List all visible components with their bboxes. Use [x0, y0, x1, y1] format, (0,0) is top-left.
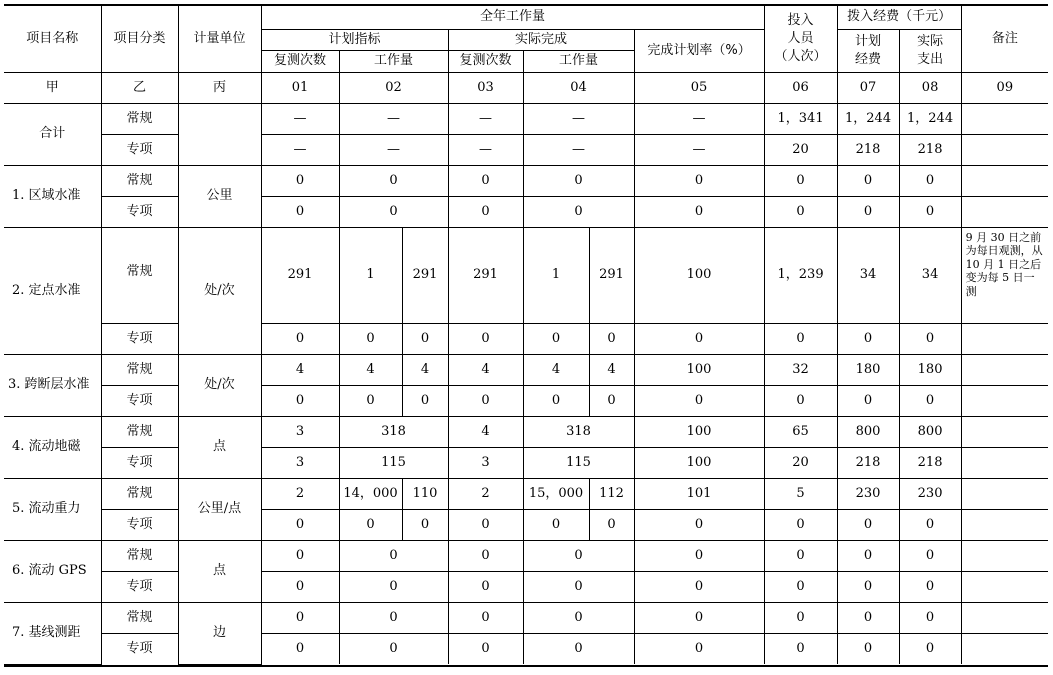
completion-rate: 0 — [634, 633, 764, 664]
column-code: 03 — [448, 72, 523, 103]
plan-workload-b: 0 — [402, 509, 448, 540]
actual-workload-b: 4 — [589, 354, 634, 385]
plan-workload: 318 — [339, 416, 448, 447]
plan-repeat-count: 0 — [261, 323, 339, 354]
column-code: 08 — [899, 72, 961, 103]
column-code: 05 — [634, 72, 764, 103]
remarks-cell — [961, 509, 1048, 540]
unit-cell: 公里 — [178, 165, 261, 227]
completion-rate: — — [634, 134, 764, 165]
plan-repeat-count: 3 — [261, 416, 339, 447]
actual-funds: 0 — [899, 165, 961, 196]
project-name: 7. 基线测距 — [4, 602, 101, 664]
remarks-cell — [961, 165, 1048, 196]
personnel: 0 — [764, 323, 837, 354]
header-unit: 计量单位 — [178, 6, 261, 72]
project-category: 常规 — [101, 354, 178, 385]
project-category: 专项 — [101, 633, 178, 664]
header-personnel-line2: 人员 — [787, 30, 814, 46]
actual-workload-b: 112 — [589, 478, 634, 509]
header-plan-funds — [837, 29, 899, 72]
actual-workload-a: 0 — [523, 509, 589, 540]
header-actual-workload: 工作量 — [523, 50, 634, 72]
column-code: 09 — [961, 72, 1048, 103]
remarks-cell — [961, 602, 1048, 633]
project-name: 5. 流动重力 — [4, 478, 101, 540]
plan-funds: 218 — [837, 134, 899, 165]
plan-funds: 0 — [837, 540, 899, 571]
personnel: 5 — [764, 478, 837, 509]
remarks-cell — [961, 323, 1048, 354]
plan-funds: 800 — [837, 416, 899, 447]
table-header — [4, 6, 1048, 72]
column-code: 02 — [339, 72, 448, 103]
personnel: 0 — [764, 571, 837, 602]
header-actual-funds-line1: 实际 — [917, 33, 944, 49]
remarks-cell — [961, 385, 1048, 416]
actual-repeat-count: 0 — [448, 385, 523, 416]
completion-rate: 100 — [634, 354, 764, 385]
unit-cell: 公里/点 — [178, 478, 261, 540]
header-annual-workload: 全年工作量 — [261, 6, 764, 29]
plan-workload-b: 110 — [402, 478, 448, 509]
header-funding: 拨入经费（千元） — [837, 6, 961, 29]
actual-funds: 230 — [899, 478, 961, 509]
completion-rate: — — [634, 103, 764, 134]
header-actual-funds — [899, 29, 961, 72]
project-category: 常规 — [101, 416, 178, 447]
plan-funds: 0 — [837, 509, 899, 540]
plan-workload-a: 4 — [339, 354, 402, 385]
header-plan-repeat-count: 复测次数 — [261, 50, 339, 72]
plan-workload: 0 — [339, 165, 448, 196]
completion-rate: 100 — [634, 447, 764, 478]
column-code: 丙 — [178, 72, 261, 103]
header-plan-funds-line1: 计划 — [855, 33, 882, 49]
table-row — [4, 354, 1048, 385]
plan-workload: — — [339, 103, 448, 134]
header-personnel-line3: （人次） — [774, 48, 827, 64]
header-actual-funds-line2: 支出 — [917, 51, 944, 67]
project-category: 专项 — [101, 134, 178, 165]
personnel: 1，239 — [764, 227, 837, 323]
completion-rate: 100 — [634, 416, 764, 447]
plan-workload: — — [339, 134, 448, 165]
header-project-name: 项目名称 — [4, 6, 101, 72]
personnel: 20 — [764, 447, 837, 478]
personnel: 0 — [764, 633, 837, 664]
actual-funds: 0 — [899, 196, 961, 227]
table-row — [4, 478, 1048, 509]
header-remarks: 备注 — [961, 6, 1048, 72]
remarks-cell — [961, 196, 1048, 227]
plan-workload: 0 — [339, 540, 448, 571]
actual-workload: 0 — [523, 633, 634, 664]
actual-repeat-count: 0 — [448, 196, 523, 227]
project-category: 专项 — [101, 447, 178, 478]
actual-repeat-count: — — [448, 134, 523, 165]
plan-workload-a: 14，000 — [339, 478, 402, 509]
project-name: 合计 — [4, 103, 101, 165]
plan-repeat-count: 0 — [261, 571, 339, 602]
actual-workload: — — [523, 134, 634, 165]
plan-repeat-count: 0 — [261, 385, 339, 416]
personnel: 0 — [764, 165, 837, 196]
table-row — [4, 134, 1048, 165]
plan-workload: 0 — [339, 571, 448, 602]
plan-funds: 180 — [837, 354, 899, 385]
plan-repeat-count: 0 — [261, 196, 339, 227]
remarks-cell — [961, 134, 1048, 165]
header-completion-rate: 完成计划率（%） — [634, 29, 764, 72]
table-row — [4, 633, 1048, 664]
column-code: 01 — [261, 72, 339, 103]
completion-rate: 100 — [634, 227, 764, 323]
remarks-cell — [961, 103, 1048, 134]
remarks-cell — [961, 447, 1048, 478]
personnel: 0 — [764, 540, 837, 571]
plan-workload-b: 291 — [402, 227, 448, 323]
actual-workload-a: 4 — [523, 354, 589, 385]
project-name: 4. 流动地磁 — [4, 416, 101, 478]
plan-repeat-count: 3 — [261, 447, 339, 478]
actual-workload-b: 0 — [589, 323, 634, 354]
plan-workload-b: 0 — [402, 323, 448, 354]
actual-repeat-count: 3 — [448, 447, 523, 478]
actual-workload: 318 — [523, 416, 634, 447]
plan-workload-a: 0 — [339, 509, 402, 540]
actual-workload: 0 — [523, 571, 634, 602]
actual-repeat-count: 0 — [448, 633, 523, 664]
completion-rate: 0 — [634, 509, 764, 540]
project-name: 2. 定点水准 — [4, 227, 101, 354]
table-row — [4, 571, 1048, 602]
column-code: 乙 — [101, 72, 178, 103]
plan-repeat-count: 291 — [261, 227, 339, 323]
unit-cell: 处/次 — [178, 227, 261, 354]
completion-rate: 0 — [634, 323, 764, 354]
plan-funds: 230 — [837, 478, 899, 509]
actual-funds: 1，244 — [899, 103, 961, 134]
remarks-cell — [961, 354, 1048, 385]
actual-workload-b: 0 — [589, 385, 634, 416]
actual-repeat-count: 0 — [448, 602, 523, 633]
unit-cell — [178, 103, 261, 165]
unit-cell: 点 — [178, 540, 261, 602]
actual-workload: 0 — [523, 196, 634, 227]
column-code: 04 — [523, 72, 634, 103]
table-row — [4, 165, 1048, 196]
plan-repeat-count: 0 — [261, 165, 339, 196]
actual-repeat-count: 0 — [448, 540, 523, 571]
actual-funds: 180 — [899, 354, 961, 385]
project-category: 常规 — [101, 103, 178, 134]
header-project-category: 项目分类 — [101, 6, 178, 72]
column-code-row — [4, 72, 1048, 103]
completion-rate: 101 — [634, 478, 764, 509]
actual-funds: 0 — [899, 385, 961, 416]
remarks-note: 9 月 30 日之前为每日观测，从 10 月 1 日之后变为每 5 日一测 — [961, 227, 1048, 323]
project-name: 6. 流动 GPS — [4, 540, 101, 602]
header-plan-funds-line2: 经费 — [855, 51, 882, 67]
actual-repeat-count: — — [448, 103, 523, 134]
project-category: 专项 — [101, 196, 178, 227]
header-personnel-line1: 投入 — [787, 12, 814, 28]
project-name: 1. 区域水准 — [4, 165, 101, 227]
unit-cell: 点 — [178, 416, 261, 478]
remarks-cell — [961, 540, 1048, 571]
plan-workload-b: 0 — [402, 385, 448, 416]
column-code: 甲 — [4, 72, 101, 103]
plan-workload-a: 0 — [339, 323, 402, 354]
actual-funds: 0 — [899, 509, 961, 540]
actual-workload: 0 — [523, 540, 634, 571]
plan-workload: 0 — [339, 633, 448, 664]
table-row — [4, 602, 1048, 633]
actual-repeat-count: 4 — [448, 354, 523, 385]
workload-statistics-table — [4, 6, 1048, 665]
remarks-cell — [961, 571, 1048, 602]
plan-repeat-count: 2 — [261, 478, 339, 509]
actual-workload-a: 0 — [523, 385, 589, 416]
remarks-cell — [961, 633, 1048, 664]
table-row — [4, 416, 1048, 447]
completion-rate: 0 — [634, 165, 764, 196]
completion-rate: 0 — [634, 385, 764, 416]
plan-funds: 0 — [837, 385, 899, 416]
actual-repeat-count: 0 — [448, 571, 523, 602]
plan-workload: 0 — [339, 602, 448, 633]
actual-workload-a: 15，000 — [523, 478, 589, 509]
actual-workload-a: 0 — [523, 323, 589, 354]
project-category: 常规 — [101, 227, 178, 323]
personnel: 20 — [764, 134, 837, 165]
actual-workload: 0 — [523, 602, 634, 633]
unit-cell: 边 — [178, 602, 261, 664]
actual-repeat-count: 4 — [448, 416, 523, 447]
plan-repeat-count: 0 — [261, 509, 339, 540]
table-row — [4, 509, 1048, 540]
project-category: 专项 — [101, 509, 178, 540]
remarks-cell — [961, 416, 1048, 447]
project-category: 专项 — [101, 323, 178, 354]
project-category: 专项 — [101, 571, 178, 602]
actual-funds: 0 — [899, 540, 961, 571]
actual-workload: — — [523, 103, 634, 134]
actual-repeat-count: 0 — [448, 509, 523, 540]
plan-funds: 0 — [837, 323, 899, 354]
header-actual-repeat-count: 复测次数 — [448, 50, 523, 72]
personnel: 32 — [764, 354, 837, 385]
plan-funds: 34 — [837, 227, 899, 323]
plan-workload-b: 4 — [402, 354, 448, 385]
project-name: 3. 跨断层水准 — [4, 354, 101, 416]
statistics-table-sheet — [4, 4, 1048, 667]
table-row — [4, 103, 1048, 134]
header-planned-target: 计划指标 — [261, 29, 448, 50]
project-category: 专项 — [101, 385, 178, 416]
actual-funds: 0 — [899, 602, 961, 633]
project-category: 常规 — [101, 165, 178, 196]
actual-workload: 115 — [523, 447, 634, 478]
header-plan-workload: 工作量 — [339, 50, 448, 72]
header-personnel — [764, 6, 837, 72]
personnel: 1，341 — [764, 103, 837, 134]
table-row — [4, 323, 1048, 354]
actual-workload-b: 0 — [589, 509, 634, 540]
project-category: 常规 — [101, 478, 178, 509]
plan-repeat-count: 0 — [261, 540, 339, 571]
personnel: 0 — [764, 385, 837, 416]
plan-repeat-count: 0 — [261, 633, 339, 664]
plan-funds: 0 — [837, 602, 899, 633]
plan-funds: 0 — [837, 633, 899, 664]
personnel: 0 — [764, 602, 837, 633]
remarks-cell — [961, 478, 1048, 509]
actual-funds: 218 — [899, 447, 961, 478]
completion-rate: 0 — [634, 540, 764, 571]
plan-repeat-count: — — [261, 103, 339, 134]
actual-funds: 800 — [899, 416, 961, 447]
table-row — [4, 196, 1048, 227]
actual-funds: 218 — [899, 134, 961, 165]
actual-funds: 0 — [899, 633, 961, 664]
actual-funds: 0 — [899, 323, 961, 354]
plan-repeat-count: 4 — [261, 354, 339, 385]
project-category: 常规 — [101, 540, 178, 571]
actual-funds: 34 — [899, 227, 961, 323]
completion-rate: 0 — [634, 602, 764, 633]
actual-workload-a: 1 — [523, 227, 589, 323]
actual-repeat-count: 291 — [448, 227, 523, 323]
actual-repeat-count: 0 — [448, 323, 523, 354]
plan-workload: 115 — [339, 447, 448, 478]
plan-funds: 0 — [837, 165, 899, 196]
actual-repeat-count: 2 — [448, 478, 523, 509]
plan-workload-a: 0 — [339, 385, 402, 416]
plan-funds: 218 — [837, 447, 899, 478]
plan-workload: 0 — [339, 196, 448, 227]
table-row — [4, 227, 1048, 323]
completion-rate: 0 — [634, 571, 764, 602]
plan-repeat-count: 0 — [261, 602, 339, 633]
column-code: 06 — [764, 72, 837, 103]
plan-repeat-count: — — [261, 134, 339, 165]
plan-funds: 1，244 — [837, 103, 899, 134]
actual-workload: 0 — [523, 165, 634, 196]
unit-cell: 处/次 — [178, 354, 261, 416]
personnel: 0 — [764, 509, 837, 540]
column-code: 07 — [837, 72, 899, 103]
table-row — [4, 385, 1048, 416]
plan-funds: 0 — [837, 196, 899, 227]
personnel: 65 — [764, 416, 837, 447]
plan-funds: 0 — [837, 571, 899, 602]
table-row — [4, 540, 1048, 571]
project-category: 常规 — [101, 602, 178, 633]
table-row — [4, 447, 1048, 478]
completion-rate: 0 — [634, 196, 764, 227]
plan-workload-a: 1 — [339, 227, 402, 323]
personnel: 0 — [764, 196, 837, 227]
actual-funds: 0 — [899, 571, 961, 602]
header-actual-completion: 实际完成 — [448, 29, 634, 50]
actual-workload-b: 291 — [589, 227, 634, 323]
actual-repeat-count: 0 — [448, 165, 523, 196]
